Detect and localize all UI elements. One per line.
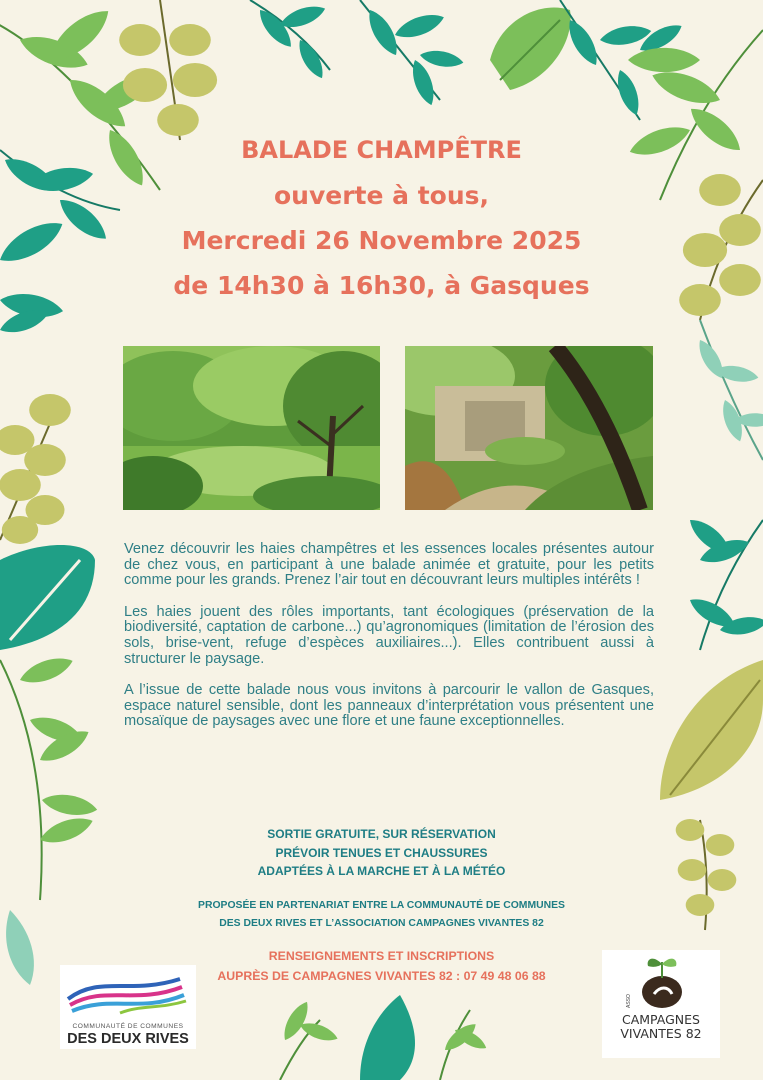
sapling-icon — [279, 995, 490, 1080]
ash-leaf-icon — [0, 394, 71, 544]
event-title: BALADE CHAMPÊTRE — [241, 136, 522, 164]
info-line: SORTIE GRATUITE, SUR RÉSERVATION — [267, 827, 496, 841]
fern-icon — [694, 320, 763, 460]
photo-green-valley — [123, 346, 380, 510]
monstera-leaf-icon — [660, 660, 763, 800]
event-heading — [0, 128, 763, 308]
event-audience: ouverte à tous, — [273, 181, 490, 210]
logo-campagnes-vivantes — [602, 950, 720, 1058]
practical-info — [0, 825, 763, 881]
event-date: Mercredi 26 Novembre 2025 — [181, 226, 582, 255]
event-time-place: de 14h30 à 16h30, à Gasques — [173, 271, 590, 300]
logo-name-line: CAMPAGNES — [621, 1012, 700, 1027]
description-paragraph: Venez découvrir les haies champêtres et les essences locales présentes autour de chez vous, en participant à une balade animée et gratuite, pour les petits comme pour les grands. Prenez l’air tout en découvrant leurs multiples intérêts ! — [124, 541, 654, 589]
logo-assoc-label: ASSO — [626, 994, 632, 1008]
contact-phone: AUPRÈS DE CAMPAGNES VIVANTES 82 : 07 49 48 06 88 — [217, 969, 546, 983]
photo-forest-path — [405, 346, 653, 510]
logo-name — [602, 1013, 720, 1041]
description-paragraph: A l’issue de cette balade nous vous invitons à parcourir le vallon de Gasques, espace naturel sensible, dont les panneaux d’interprétation vous présentent une mosaïque de paysages avec une flore et une faune exceptionnelles. — [124, 682, 654, 730]
sapling-icon — [602, 950, 720, 1012]
logo-title: DES DEUX RIVES — [67, 1031, 189, 1047]
monstera-leaf-icon — [0, 545, 95, 650]
ash-leaf-icon — [119, 0, 217, 140]
info-line: RENSEIGNEMENTS ET INSCRIPTIONS — [268, 949, 495, 963]
partnership-info — [0, 897, 763, 933]
river-waves-icon — [60, 965, 196, 1025]
description-paragraph: Les haies jouent des rôles importants, tant écologiques (préservation de la biodiversité, captation de carbone...) qu’agronomiques (limitation de l’érosion des sols, brise-vent, refuge d’espèces auxiliaires...). Elles contribuent aussi à structurer le paysage. — [124, 603, 654, 667]
info-line: ADAPTÉES À LA MARCHE ET À LA MÉTÉO — [257, 864, 506, 878]
fern-icon — [684, 513, 763, 650]
info-line: PRÉVOIR TENUES ET CHAUSSURES — [275, 845, 488, 860]
info-line: PROPOSÉE EN PARTENARIAT ENTRE LA COMMUNAUTÉ DE COMMUNES — [198, 900, 565, 911]
description-text — [124, 542, 654, 746]
logo-name-line: VIVANTES 82 — [620, 1026, 702, 1041]
info-line: DES DEUX RIVES ET L’ASSOCIATION CAMPAGNES VIVANTES 82 — [219, 918, 544, 929]
logo-des-deux-rives — [60, 965, 196, 1049]
fern-icon — [250, 0, 465, 108]
logo-subtitle: COMMUNAUTÉ DE COMMUNES — [72, 1023, 184, 1030]
